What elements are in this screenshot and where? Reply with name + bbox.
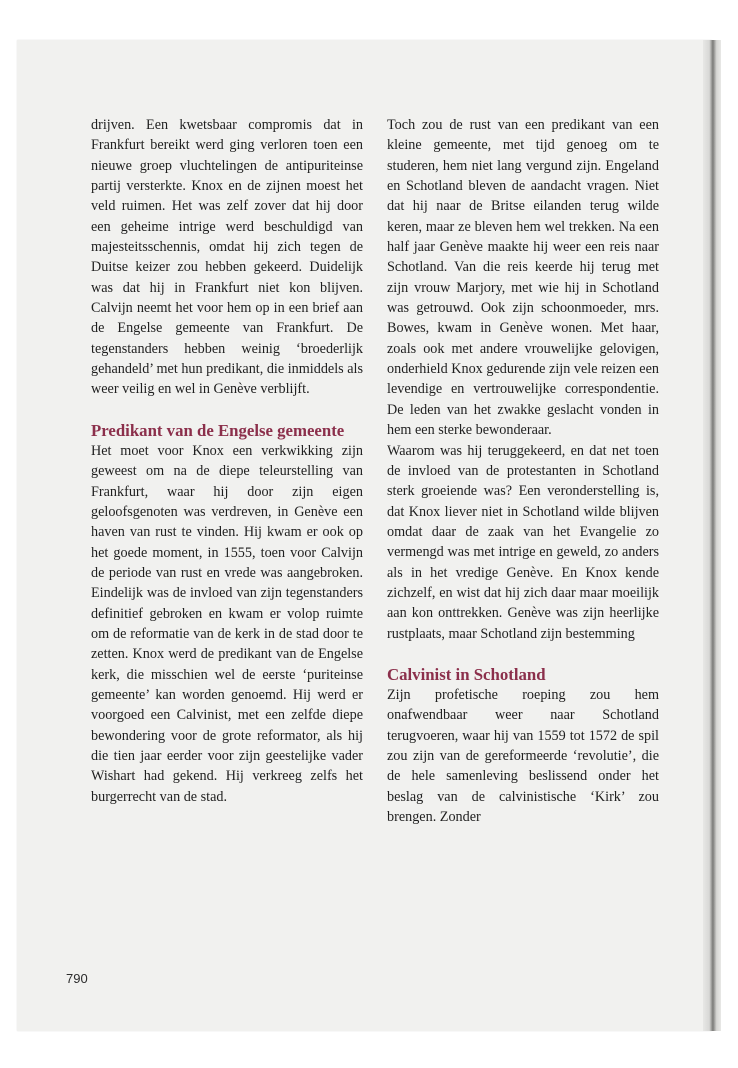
- page-number: 790: [66, 971, 88, 986]
- left-text-column: [91, 115, 363, 807]
- intro-paragraph: drijven. Een kwetsbaar compromis dat in Frankfurt bereikt werd ging verloren toen een nieuwe groep vluchtelingen de antipuriteinse partij versterkte. Knox en de zijnen moest het veld ruimen. Het was zelf zover dat hij door een geheime intrige werd beschuldigd van majesteitsschennis, omdat hij zich tegen de Duitse keizer zou hebben gekeerd. Duidelijk was dat hij in Frankfurt niet kon blijven. Calvijn neemt het voor hem op in een brief aan de Engelse gemeente van Frankfurt. De tegenstanders hebben weinig ‘broederlijk gehandeld’ met hun predikant, die inmiddels als weer veilig en wel in Genève verblijft.: [91, 117, 363, 398]
- section-paragraph: Het moet voor Knox een verkwikking zijn geweest om na de diepe teleurstelling van Frankfurt, waar hij door zijn eigen geloofsgenoten was verdreven, in Genève een haven van rust te vinden. Hij kwam er ook op het goede moment, in 1555, toen voor Calvijn de periode van rust en vrede was aangebroken. Eindelijk was de invloed van zijn tegenstanders definitief gebroken en kwam er volop ruimte om de reformatie van de kerk in de stad door te zetten. Knox werd de predikant van de Engelse kerk, die misschien wel de eerste ‘puriteinse gemeente’ kan worden genoemd. Hij werd er voorgoed een Calvinist, met een zelfde diepe bewondering voor de grote reformator, als hij die tien jaar eerder voor zijn geestelijke vader Wishart had gekend. Hij verkreeg zelfs het burgerrecht van de stad.: [91, 442, 363, 805]
- paragraph-1: Toch zou de rust van een predikant van een kleine gemeente, met tijd genoeg om te studeren, hem niet lang vergund zijn. Engeland en Schotland bleven de aandacht vragen. Niet dat hij naar de Britse eilanden terug wilde keren, maar ze bleven hem wel trekken. Na een half jaar Genève maakte hij weer een reis naar Schotland. Van die reis keerde hij terug met zijn vrouw Marjory, met wie hij in Schotland was getrouwd. Ook zijn schoonmoeder, mrs. Bowes, kwam in Genève wonen. Met haar, zoals ook met andere vrouwelijke gelovigen, onderhield Knox gedurende zijn vele reizen een levendige en vertrouwelijke correspondentie. De leden van het zwakke geslacht vonden in hem een sterke bewonderaar.: [387, 117, 659, 439]
- section-heading-calvinist: Calvinist in Schotland: [387, 664, 546, 684]
- right-text-column: [387, 115, 659, 827]
- paragraph-2: Waarom was hij teruggekeerd, en dat net toen de invloed van de protestanten in Schotland sterk groeiende was? Een veronderstelling is, dat Knox liever niet in Schotland wilde blijven omdat daar de zaak van het Evangelie zo vermengd was met intrige en geweld, zo anders als in het vredige Genève. En Knox kende zichzelf, en wist dat hij zich daar maar moeilijk aan kon onttrekken. Genève was zijn heerlijke rustplaats, maar Schotland zijn bestemming: [387, 442, 659, 642]
- section-heading-predikant: Predikant van de Engelse gemeente: [91, 420, 345, 440]
- paragraph-3: Zijn profetische roeping zou hem onafwendbaar weer naar Schotland terugvoeren, waar hij van 1559 tot 1572 de spil zou zijn van de gereformeerde ‘revolutie’, die de hele samenleving beslissend onder het beslag van de calvinistische ‘Kirk’ zou brengen. Zonder: [387, 686, 659, 825]
- page-edge-shadow: [703, 40, 721, 1031]
